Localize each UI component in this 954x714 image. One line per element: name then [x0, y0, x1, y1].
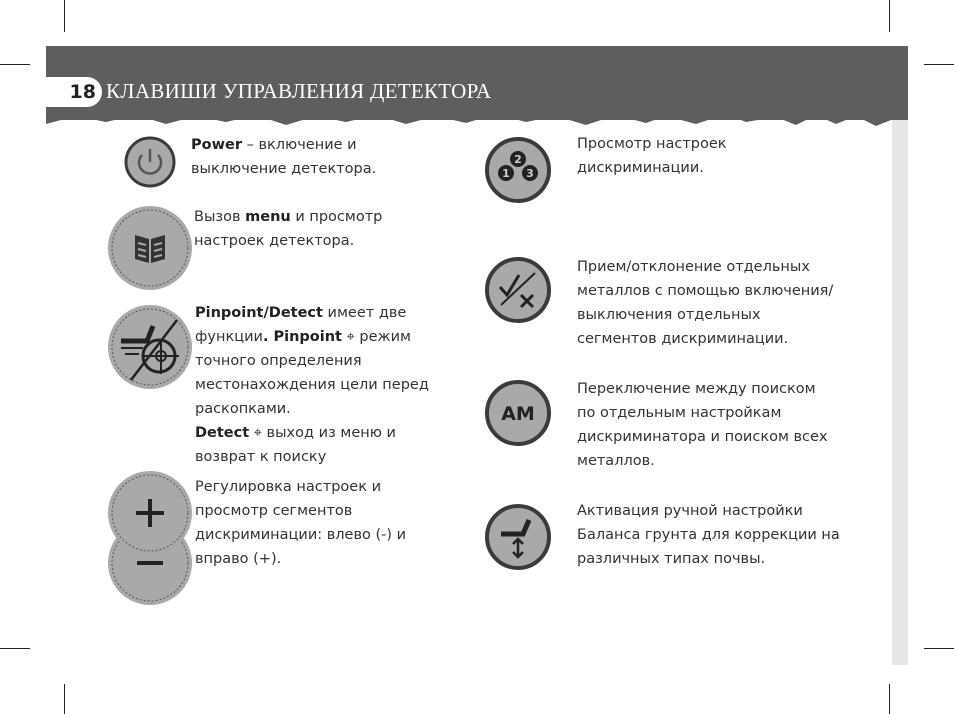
crop-mark [889, 0, 890, 32]
svg-text:3: 3 [526, 167, 534, 180]
svg-text:2: 2 [514, 153, 522, 166]
crop-mark [924, 648, 954, 649]
pinpoint-detect-description: Pinpoint/Detect имеет две функции. Pinpoint ⌖ режим точного определения местонахождения цели перед раскопками. Detect ⌖ выход из меню и возврат к поиску [195, 305, 429, 465]
accept-reject-icon [485, 257, 551, 323]
power-description: Power – включение и выключение детектора. [191, 137, 377, 177]
plus-minus-description: Регулировка настроек и просмотр сегментов дискриминации: влево (-) и вправо (+). [195, 479, 407, 567]
discrimination-view-description: Просмотр настроек дискриминации. [577, 136, 727, 176]
page-number: 18 [46, 77, 102, 107]
page-edge-strip [892, 120, 908, 665]
grass-edge [46, 110, 908, 134]
am-icon [485, 380, 551, 446]
detect-mini-icon: ⌖ [253, 425, 262, 441]
discrimination-123-icon [485, 137, 551, 203]
crop-mark [64, 0, 65, 32]
ground-balance-description: Активация ручной настройки Баланса грунта для коррекции на различных типах почвы. [577, 503, 840, 567]
crop-mark [889, 684, 890, 714]
svg-text:AM: AM [501, 403, 535, 425]
menu-description: Вызов menu и просмотр настроек детектора. [194, 209, 383, 249]
crop-mark [0, 648, 30, 649]
menu-book-icon [107, 205, 193, 291]
all-metal-description: Переключение между поиском по отдельным настройкам дискриминатора и поиском всех металлов. [577, 381, 828, 469]
page-title: КЛАВИШИ УПРАВЛЕНИЯ ДЕТЕКТОРА [106, 79, 492, 103]
accept-reject-description: Прием/отклонение отдельных металлов с помощью включения/выключения отдельных сегментов дискриминации. [577, 259, 834, 347]
svg-text:1: 1 [502, 167, 510, 180]
crop-mark [924, 64, 954, 65]
pinpoint-mini-icon: ⌖ [346, 329, 355, 345]
crop-mark [0, 64, 30, 65]
pinpoint-detect-icon [107, 304, 193, 390]
plus-minus-icon [107, 470, 193, 606]
ground-balance-icon [485, 504, 551, 570]
power-icon [124, 136, 176, 188]
crop-mark [64, 684, 65, 714]
